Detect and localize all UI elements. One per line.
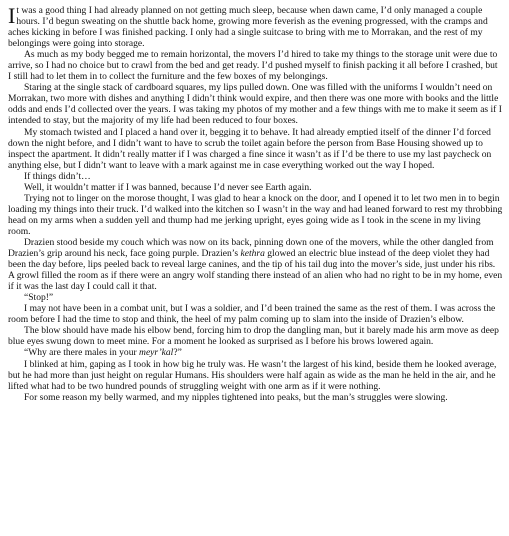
body-paragraph — [8, 49, 503, 82]
drop-cap: I — [8, 3, 16, 28]
italic-term: meyr’kal — [139, 347, 174, 359]
paragraph-text: Well, it wouldn’t matter if I was banned, because I’d never see Earth again. — [24, 181, 312, 193]
paragraph-text: I may not have been in a combat unit, but I was a soldier, and I’d been trained the same as the rest of them. I was across the room before I had the time to stop and think, the heel of my palm coming up to slam into the inside of Drazien’s elbow. — [8, 303, 496, 326]
body-paragraph — [8, 292, 503, 303]
paragraph-text: ?” — [173, 347, 182, 359]
paragraph-text: I blinked at him, gaping as I took in how big he truly was. He wasn’t the largest of his kind, beside them he looked average, but he had more than just height on regular Humans. His shoulders were half again as wide as the man he held in the air, and he lifted what had to be two hundred pounds of struggling weight with one arm as if it were nothing. — [8, 358, 497, 392]
body-paragraph — [8, 82, 503, 126]
opening-paragraph-text: t was a good thing I had already planned on not getting much sleep, because when dawn came, I’d only managed a couple hours. I’d begun sweating on the shuttle back home, growing more feverish as the evening progressed, with the cramps and aches kicking in before I was finished packing. I only had a single suitcase to bring with me to Morrakan, and the rest of my belongings were going into storage. — [8, 5, 488, 50]
body-paragraph — [8, 325, 503, 347]
paragraph-text: As much as my body begged me to remain horizontal, the movers I’d hired to take my things to the storage unit were due to arrive, so I had no choice but to crawl from the bed and get ready. I’d pushed myself to finish packing it all before I crashed, but I still had to let them in to collect the furniture and the few boxes of my belongings. — [8, 49, 498, 83]
body-paragraph — [8, 193, 503, 237]
body-paragraph — [8, 347, 503, 358]
paragraph-text: “Why are there males in your — [24, 347, 140, 359]
opening-paragraph — [8, 5, 503, 49]
body-paragraph — [8, 303, 503, 325]
paragraph-text: For some reason my belly warmed, and my nipples tightened into peaks, but the man’s struggles were slowing. — [24, 391, 448, 403]
body-paragraph — [8, 359, 503, 392]
paragraph-text: “Stop!” — [24, 292, 54, 304]
body-paragraph — [8, 127, 503, 171]
body-paragraph — [8, 237, 503, 292]
paragraph-text: The blow should have made his elbow bend, forcing him to drop the dangling man, but it barely made his arm move as deep blue eyes swung down to meet mine. For a moment he looked as surprised as I before his brows lowered again. — [8, 325, 499, 348]
paragraph-text: Trying not to linger on the morose thought, I was glad to hear a knock on the door, and I opened it to let two men in to begin loading my things into their truck. I’d walked into the kitchen so I wasn’t in the way and had leaned forward to rest my throbbing head on my arms when a sudden yell and thump had me jerking upright, eyes going wide as I took in the scene in my living room. — [8, 192, 503, 237]
italic-term: kethra — [240, 248, 265, 260]
body-paragraphs — [8, 49, 503, 403]
paragraph-text: glowed an electric blue instead of the deep violet they had been the day before, lips peeled back to reveal large canines, and the tip of his tail dug into the mover’s side, just under his ribs. A growl filled the room as if there were an angry wolf standing there instead of an alien who had no right to be in my home, even if it was the last day I could call it that. — [8, 248, 503, 293]
paragraph-text: Staring at the single stack of cardboard squares, my lips pulled down. One was filled with the uniforms I wouldn’t need on Morrakan, two more with dishes and anything I didn’t think would expire, and then there was one more with books and the little odds and ends I’d collected over the years. I was taking my photos of my mother and a few things with me to make it seem as if I intended to stay, but the majority of my life had been reduced to four boxes. — [8, 82, 502, 127]
paragraph-text: My stomach twisted and I placed a hand over it, begging it to behave. It had already emptied itself of the dinner I’d forced down the night before, and I didn’t want to have to scrub the toilet again before the person from Base Housing showed up to inspect the apartment. It didn’t really matter if I was charged a fine since it wasn’t as if I’d be there to use my last paycheck on anything else, but I didn’t want to leave with a mark against me in case everything worked out the way I hoped. — [8, 126, 492, 171]
body-paragraph — [8, 182, 503, 193]
body-paragraph — [8, 392, 503, 403]
paragraph-text: Drazien stood beside my couch which was now on its back, pinning down one of the movers, while the other dangled from Drazien’s grip around his neck, face going purple. Drazien’s — [8, 236, 494, 260]
paragraph-text: If things didn’t… — [24, 170, 91, 182]
body-paragraph — [8, 171, 503, 182]
